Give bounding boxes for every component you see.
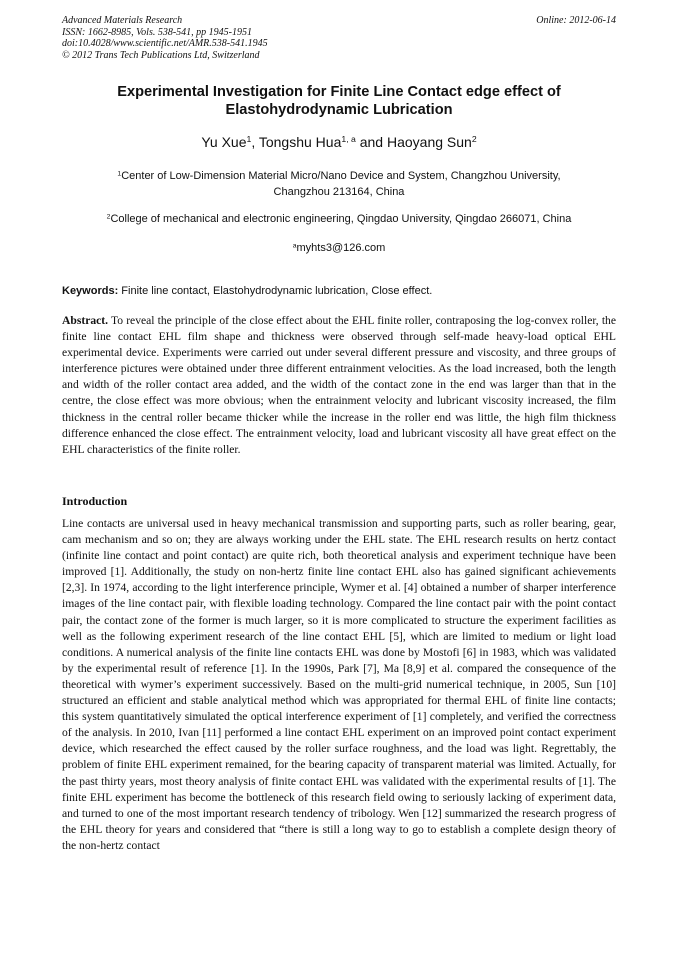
abstract <box>62 313 616 458</box>
author-name: Yu Xue <box>201 134 247 150</box>
author-separator: , <box>251 134 259 150</box>
journal-doi: doi:10.4028/www.scientific.net/AMR.538-541.1945 <box>62 38 268 49</box>
affiliation-2 <box>70 211 608 227</box>
journal-copyright: © 2012 Trans Tech Publications Ltd, Switzerland <box>62 49 260 61</box>
journal-issn: ISSN: 1662-8985, Vols. 538-541, pp 1945-1951 <box>62 26 252 38</box>
title-line-2: Elastohydrodynamic Lubrication <box>225 102 453 118</box>
author-name: Haoyang Sun <box>386 134 472 150</box>
email-mark: a <box>292 242 297 250</box>
affiliation-2-text: College of mechanical and electronic engineering, Qingdao University, Qingdao 266071, China <box>110 213 572 225</box>
author-affiliation-mark: 2 <box>471 134 477 145</box>
affiliation-1-line-1: Center of Low-Dimension Material Micro/Nano Device and System, Changzhou University, <box>121 170 561 182</box>
abstract-label: Abstract. <box>62 314 109 327</box>
affiliation-mark: 2 <box>106 213 111 221</box>
affiliation-mark: 1 <box>117 170 122 178</box>
author-list <box>60 133 618 151</box>
journal-header <box>62 15 268 61</box>
affiliation-1-line-2: Changzhou 213164, China <box>273 186 405 198</box>
journal-name: Advanced Materials Research <box>62 15 183 26</box>
author-name: Tongshu Hua <box>258 134 342 150</box>
paper-title <box>70 83 608 119</box>
author-affiliation-mark: 1 <box>246 134 252 145</box>
author-separator: and <box>355 134 387 150</box>
abstract-text: To reveal the principle of the close effect about the EHL finite roller, contraposing the log-convex roller, the finite line contact EHL film shape and thickness were observed through self-made heavy-load optical EHL experimental device. Experiments were carried out under several different pressure and viscosity, and three groups of interference pictures were obtained under three different entrainment velocities. As the load increased, both the length and width of the roller contact area added, and the width of the contact zone in the end was larger than that in the centre, the close effect was more obvious; when the entrainment velocity and lubricant viscosity increased, the film thickness in the central roller became thicker while the increase in the roller end was little, the high film thickness difference enhanced the close effect. The entrainment velocity, load and lubricant viscosity all have great effect on the EHL characteristics of the finite roller. <box>62 314 616 456</box>
introduction-text: Line contacts are universal used in heavy mechanical transmission and supporting parts, such as roller bearing, gear, cam mechanism and so on; they are always working under the EHL state. The EHL research results on hertz contact (infinite line contact and point contact) are quite rich, both theoretical analysis and experiment technique have been improved [1]. Additionally, the study on non-hertz finite line contact EHL also has gained significant achievements [2,3]. In 1974, according to the light interference principle, Wymer et al. [4] obtained a number of sharper interference images of the line contact pair, with flexible loading technology. Compared the line contact pair with the point contact pair, the contact zone of the former is much larger, so it is more complicated to structure the experiment facilities as well as the following experiment research of the line contact EHL [5], which are limited to medium or light load conditions. A numerical analysis of the finite line contacts EHL was done by Mostofi [6] in 1983, which was validated by the experimental result of reference [1]. In the 1990s, Park [7], Ma [8,9] et al. compared the consequence of the theoretical with wymer’s experiment successively. Based on the multi-grid numerical technique, in 2005, Sun [10] structured an efficient and stable analytical method which was appropriated for thermal EHL of finite line contacts; this system quantitatively simulated the optical interference experiment of [1] completely, and verified the correctness of the analysis. In 2010, Ivan [11] performed a line contact EHL experiment on an improved point contact experiment device, which researched the effect caused by the roller surface roughness, and the load was light. Regrettably, the problem of finite EHL experiment remained, for the bearing capacity of transparent material was limited. Actually, for the past thirty years, most theory analysis of finite contact EHL was validated with the experimental results of [1]. The finite EHL experiment has become the bottleneck of this research field owing to seriously lacking of experiment data, and turned to one of the most important research tendency of tribology. Wen [12] summarized the research progress of the EHL theory for years and considered that “there is still a long way to go to establish a complete design theory of the non-hertz contact <box>62 517 616 852</box>
title-line-1: Experimental Investigation for Finite Line Contact edge effect of <box>117 84 561 100</box>
introduction-heading: Introduction <box>62 494 128 508</box>
keywords <box>62 284 616 298</box>
affiliation-1 <box>70 168 608 200</box>
online-date: Online: 2012-06-14 <box>536 15 616 26</box>
keywords-text: Finite line contact, Elastohydrodynamic lubrication, Close effect. <box>118 285 433 297</box>
email-address[interactable]: myhts3@126.com <box>296 242 386 254</box>
corresponding-email <box>70 240 608 256</box>
author-affiliation-mark: 1, a <box>341 134 356 145</box>
keywords-label: Keywords: <box>62 285 119 297</box>
